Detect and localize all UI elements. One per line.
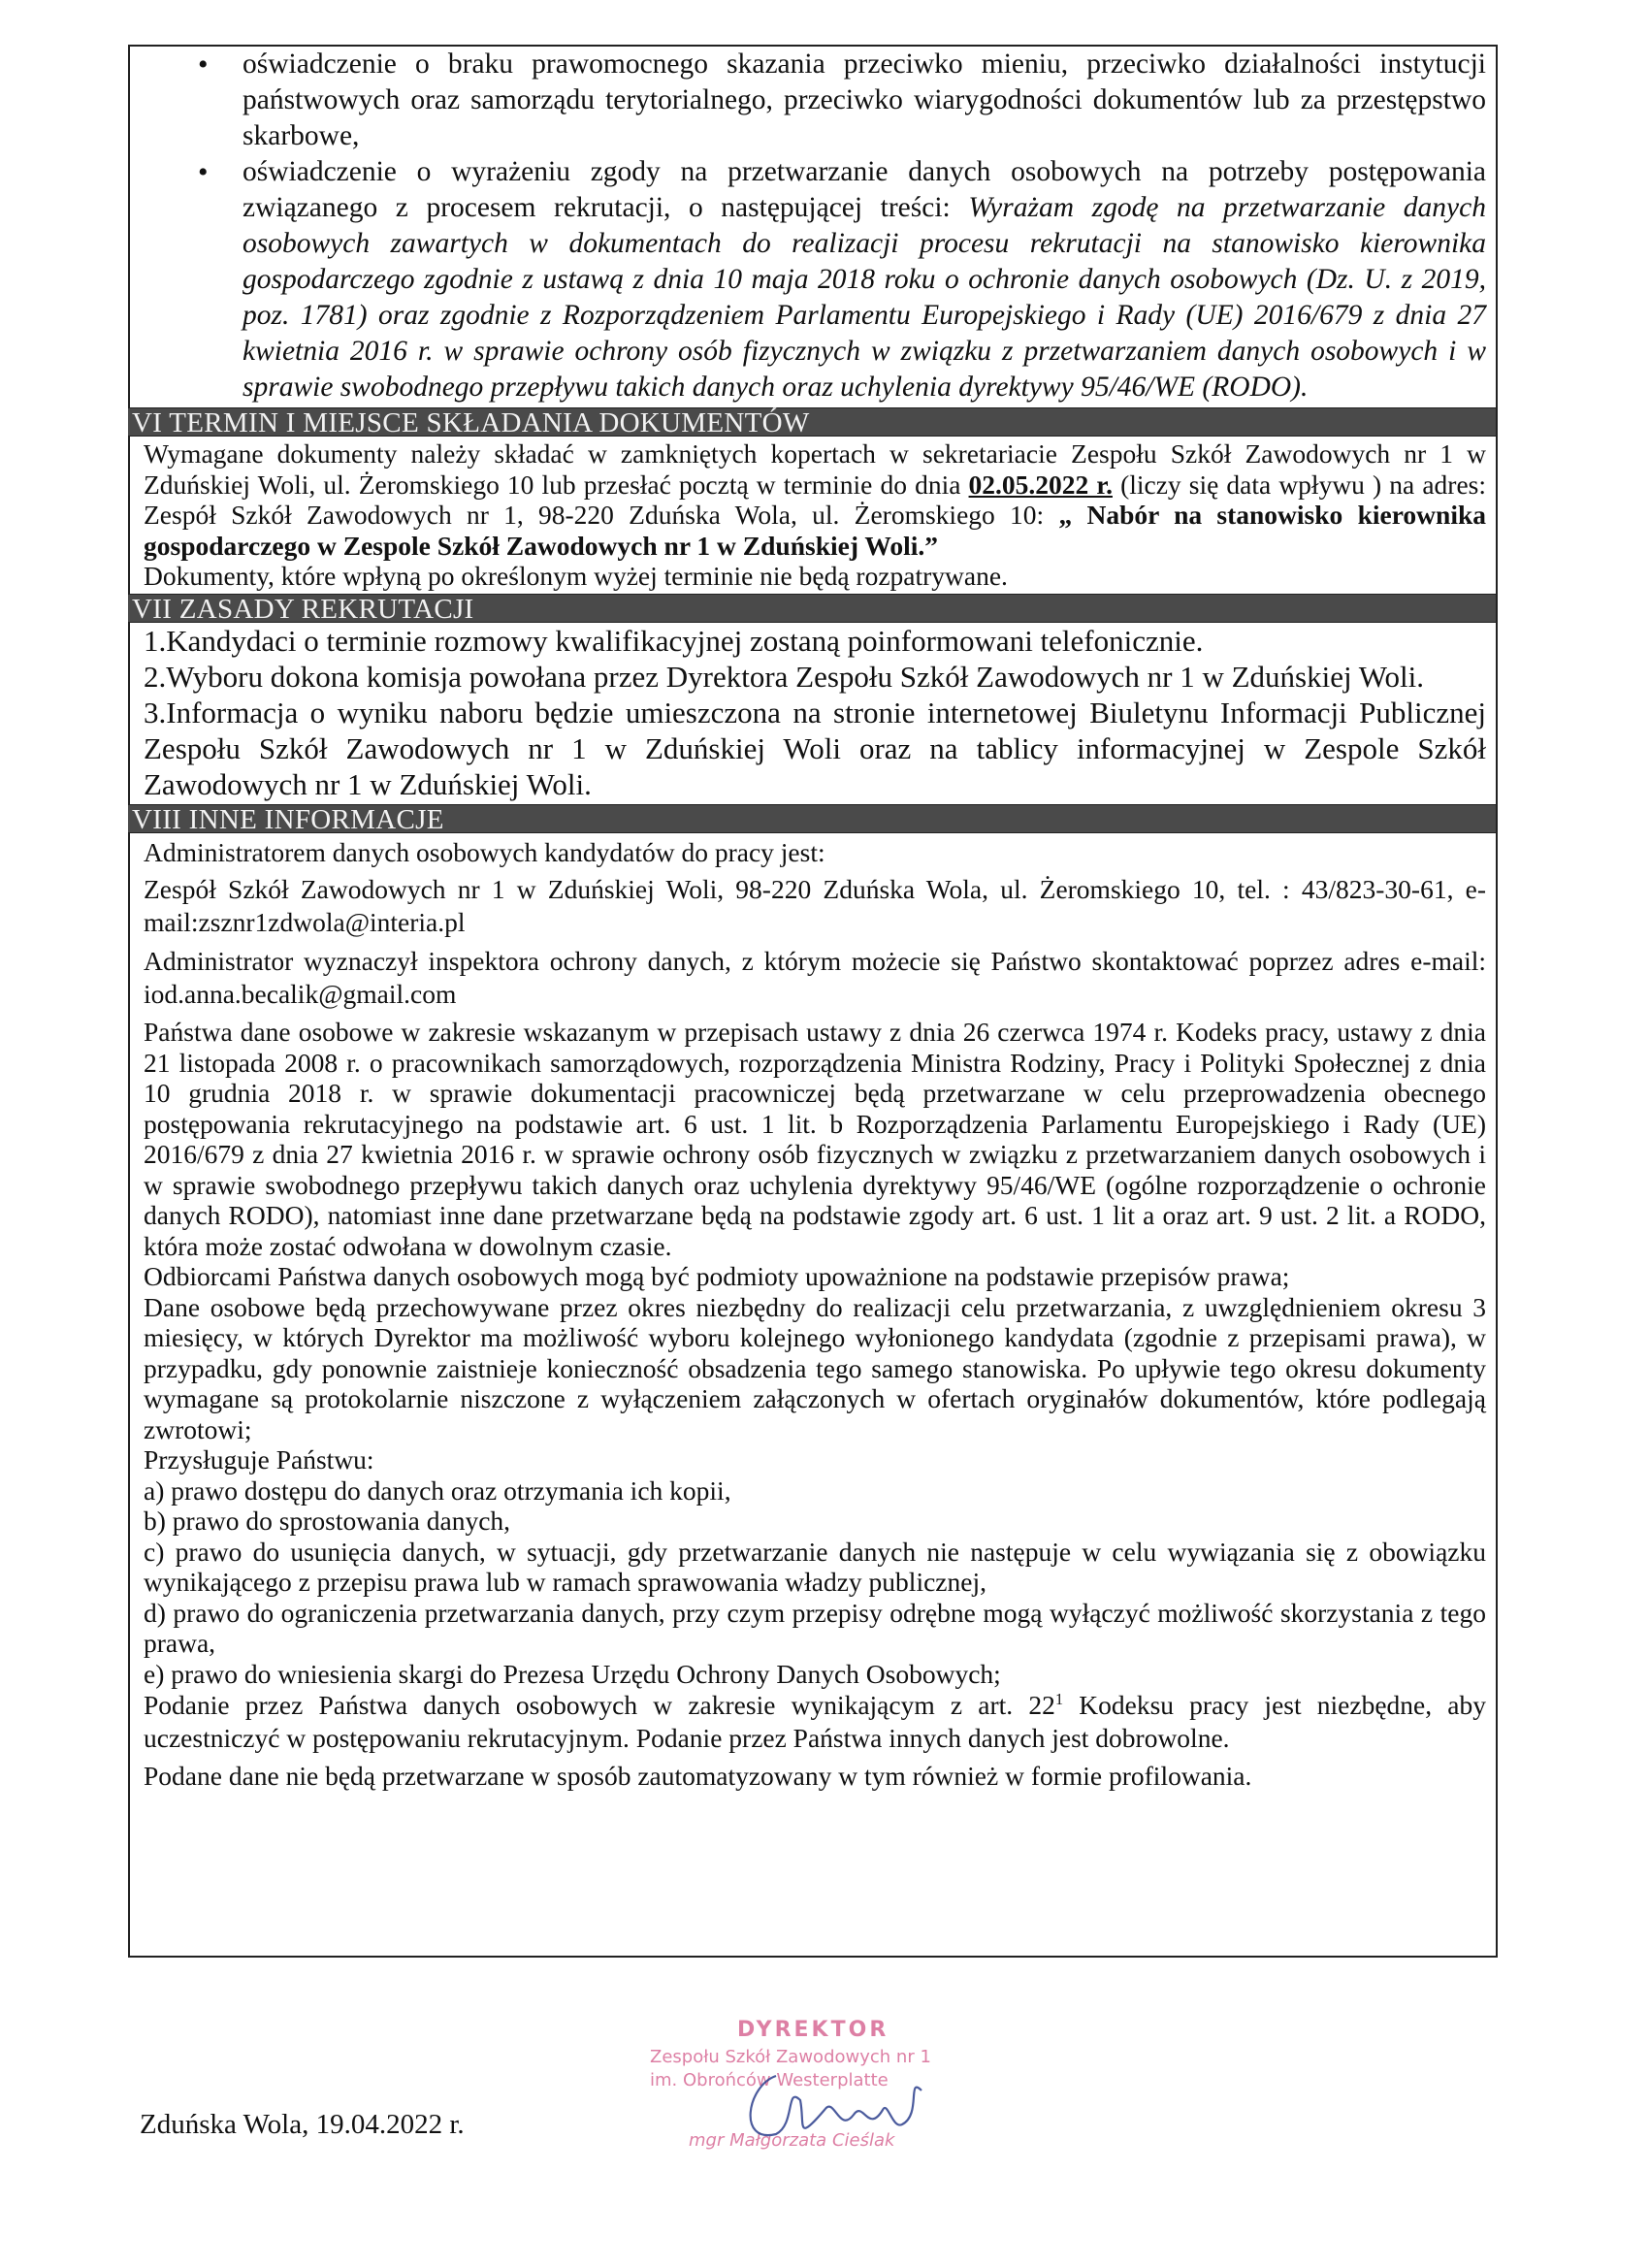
right-item: e) prawo do wniesienia skargi do Prezesa Urzędu Ochrony Danych Osobowych; — [144, 1658, 1001, 1689]
admin-address: Zespół Szkół Zawodowych nr 1 w Zduńskiej Woli, 98-220 Zduńska Wola, ul. Żeromskiego 10, tel. : 43/823-30-61, e-mail:zsznr1zdwola@interia.pl — [144, 874, 1486, 937]
inspector-info: Administrator wyznaczył inspektora ochrony danych, z którym możecie się Państwo skontaktować poprzez adres e-mail: iod.anna.becalik@gmail.com — [144, 946, 1486, 1009]
submission-paragraph: Wymagane dokumenty należy składać w zamkniętych kopertach w sekretariacie Zespołu Szkół Zawodowych nr 1 w Zduńskiej Woli, ul. Żeromskiego 10 lub przesłać pocztą w terminie do dnia 02.05.2022 r. (liczy się data wpływu ) na adres: Zespół Szkół Zawodowych nr 1, 98-220 Zduńska Wola, ul. Żeromskiego 10: „ Nabór na stanowisko kierownika gospodarczego w Zespole Szkół Zawodowych nr 1 w Zduńskiej Woli.” — [144, 438, 1487, 561]
right-item: b) prawo do sprostowania danych, — [144, 1506, 511, 1536]
section-header-vii: VII ZASADY REKRUTACJI — [128, 594, 1496, 623]
bullet-icon: • — [198, 156, 209, 188]
envelope-label: „ Nabór na stanowisko kierownika gospodarczego w Zespole Szkół Zawodowych nr 1 w Zduńskiej Woli.” — [144, 500, 1487, 561]
stamp-school: Zespołu Szkół Zawodowych nr 1 — [650, 2047, 931, 2067]
stamp-patron: im. Obrońców Westerplatte — [650, 2070, 889, 2090]
director-stamp — [630, 2018, 1038, 2241]
signature-icon — [630, 2018, 1038, 2241]
stamp-name: mgr Małgorzata Cieślak — [689, 2130, 895, 2151]
right-item: c) prawo do usunięcia danych, w sytuacji, gdy przetwarzanie danych nie następuje w celu wywiązania się z obowiązku wynikającego z przepisu prawa lub w ramach sprawowania władzy publicznej, — [144, 1536, 1486, 1597]
section-header-viii: VIII INNE INFORMACJE — [128, 804, 1496, 833]
list-item-text: oświadczenie o wyrażeniu zgody na przetwarzanie danych osobowych na potrzeby postępowania związanego z procesem rekrutacji, o następującej treści: — [242, 156, 1486, 223]
list-item-text: oświadczenie o braku prawomocnego skazania przeciwko mieniu, przeciwko działalności instytucji państwowych oraz samorządu terytorialnego, przeciwko wiarygodności dokumentów lub za przestępstwo skarbowe, — [242, 49, 1486, 151]
deadline-date: 02.05.2022 r. — [968, 469, 1113, 500]
requirements-list — [144, 47, 1486, 405]
recruitment-rule: 2.Wyboru dokona komisja powołana przez Dyrektora Zespołu Szkół Zawodowych nr 1 w Zduńskiej Woli. — [144, 659, 1425, 694]
recruitment-rule: 3.Informacja o wyniku naboru będzie umieszczona na stronie internetowej Biuletynu Informacji Publicznej Zespołu Szkół Zawodowych nr 1 w Zduńskiej Woli oraz na tablicy informacyjnej w Zespole Szkół Zawodowych nr 1 w Zduńskiej Woli. — [144, 695, 1486, 801]
rights-intro: Przysługuje Państwu: — [144, 1444, 374, 1474]
place-and-date: Zduńska Wola, 19.04.2022 r. — [140, 2109, 465, 2140]
list-item — [144, 154, 1486, 405]
retention: Dane osobowe będą przechowywane przez okres niezbędny do realizacji celu przetwarzania, z uwzględnieniem okresu 3 miesięcy, w których Dyrektor ma możliwość wyboru kolejnego wyłonionego kandydata (zgodnie z przepisami prawa), w przypadku, gdy ponownie zaistnieje konieczność obsadzenia tego samego stanowiska. Po upływie tego okresu dokumenty wymagane są protokolarnie niszczone z wyłączeniem załączonych w ofertach oryginałów dokumentów, które podlegają zwrotowi; — [144, 1291, 1486, 1444]
recipients: Odbiorcami Państwa danych osobowych mogą być podmioty upoważnione na podstawie przepisów prawa; — [144, 1261, 1290, 1291]
right-item: a) prawo dostępu do danych oraz otrzymania ich kopii, — [144, 1474, 731, 1506]
legal-basis: Państwa dane osobowe w zakresie wskazanym w przepisach ustawy z dnia 26 czerwca 1974 r. Kodeks pracy, ustawy z dnia 21 listopada 2008 r. o pracownikach samorządowych, rozporządzenia Ministra Rodziny, Pracy i Polityki Społecznej z dnia 10 grudnia 2018 r. w sprawie dokumentacji pracowniczej będą przetwarzane w celu przeprowadzenia obecnego postępowania rekrutacyjnego na podstawie art. 6 ust. 1 lit. b Rozporządzenia Parlamentu Europejskiego i Rady (UE) 2016/679 z dnia 27 kwietnia 2016 r. w sprawie ochrony osób fizycznych w związku z przetwarzaniem danych osobowych i w sprawie swobodnego przepływu takich danych oraz uchylenia dyrektywy 95/46/WE (ogólne rozporządzenie o ochronie danych RODO), natomiast inne dane przetwarzane będą na podstawie zgody art. 6 ust. 1 lit a oraz art. 9 ust. 2 lit. a RODO, która może zostać odwołana w dowolnym czasie. — [144, 1017, 1486, 1261]
consent-clause: Wyrażam zgodę na przetwarzanie danych osobowych zawartych w dokumentach do realizacji procesu rekrutacji na stanowisko kierownika gospodarczego zgodnie z ustawą z dnia 10 maja 2018 roku o ochronie danych osobowych (Dz. U. z 2019, poz. 1781) oraz zgodnie z Rozporządzeniem Parlamentu Europejskiego i Rady (UE) 2016/679 z dnia 27 kwietnia 2016 r. w sprawie ochrony osób fizycznych w związku z przetwarzaniem danych osobowych i w sprawie swobodnego przepływu takich danych oraz uchylenia dyrektywy 95/46/WE (RODO). — [242, 192, 1486, 403]
admin-intro: Administratorem danych osobowych kandydatów do pracy jest: — [144, 836, 825, 867]
list-item — [144, 47, 1486, 154]
section-header-vi: VI TERMIN I MIEJSCE SKŁADANIA DOKUMENTÓW — [128, 407, 1496, 437]
right-item: d) prawo do ograniczenia przetwarzania danych, przy czym przepisy odrębne mogą wyłączyć możliwość skorzystania z tego prawa, — [144, 1597, 1486, 1658]
automation-note: Podane dane nie będą przetwarzane w sposób zautomatyzowany w tym również w formie profilowania. — [144, 1761, 1252, 1791]
document-content — [132, 47, 1487, 1792]
stamp-title: DYREKTOR — [737, 2018, 889, 2042]
late-documents-note: Dokumenty, które wpłyną po określonym wyżej terminie nie będą rozpatrywane. — [144, 561, 1008, 591]
bullet-icon: • — [198, 49, 209, 81]
recruitment-rule: 1.Kandydaci o terminie rozmowy kwalifikacyjnej zostaną poinformowani telefonicznie. — [144, 623, 1204, 658]
provision-note: Podanie przez Państwa danych osobowych w zakresie wynikającym z art. $22^1$ Kodeksu pracy jest niezbędne, aby uczestniczyć w postępowaniu rekrutacyjnym. Podanie przez Państwa innych danych jest dobrowolne. — [144, 1689, 1486, 1753]
